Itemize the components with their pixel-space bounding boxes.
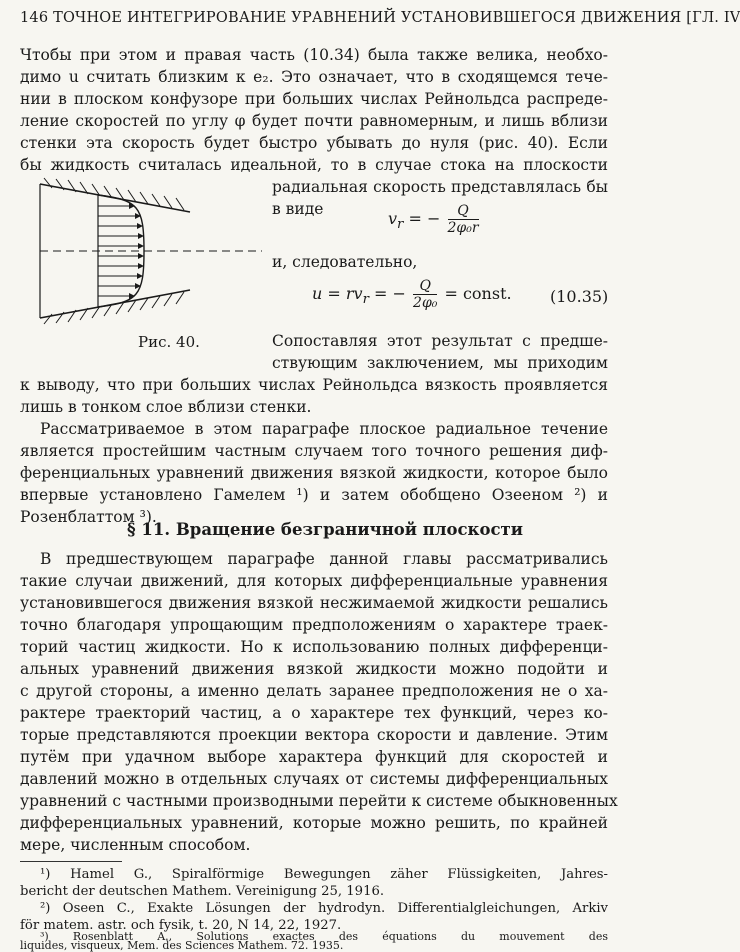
footnote: ¹) Hamel G., Spiralförmige Bewegungen zäher Flüssigkeiten, Jahres-	[40, 867, 608, 882]
chapter-ref: [ГЛ. IV	[686, 10, 740, 26]
text-line: Чтобы при этом и правая часть (10.34) была также велика, необхо-	[20, 46, 608, 64]
eq1-fraction	[448, 203, 479, 236]
equation-number: (10.35)	[550, 287, 609, 306]
text-line: лишь в тонком слое вблизи стенки.	[20, 398, 312, 416]
eq1-sub: r	[397, 217, 404, 233]
section-title: § 11. Вращение безграничной плоскости	[127, 520, 523, 539]
text-line: димо u считать близким к e₂. Это означает, что в сходящемся тече-	[20, 68, 608, 86]
text-line: является простейшим частным случаем того точного решения диф-	[20, 442, 608, 460]
equation-const	[312, 278, 512, 311]
text-line: такие случаи движений, для которых дифференциальные уравнения	[20, 572, 608, 590]
text-line: дифференциальных уравнений, которые можно решить, по крайней	[20, 814, 608, 832]
text-line: ференциальных уравнений движения вязкой жидкости, которое было	[20, 464, 608, 482]
eq2-rhs: = const.	[444, 284, 512, 303]
text-line: уравнений с частными производными перейти к системе обыкновенных	[20, 792, 618, 810]
text-line: Розенблаттом ³).	[20, 508, 157, 526]
eq1-lhs: v	[388, 209, 398, 228]
top-wall-hatching	[44, 178, 184, 210]
text-line: путём при удачном выборе характера функций для скоростей и	[20, 748, 608, 766]
text-line: к выводу, что при больших числах Рейнольдса вязкость проявляется	[20, 376, 608, 394]
text-line: точно благодаря упрощающим предположениям о характере траек-	[20, 616, 608, 634]
eq2-fraction	[413, 278, 437, 311]
eq1-eq: = −	[408, 209, 441, 228]
footnote: för matem. astr. och fysik, t. 20, N 14, 22, 1927.	[20, 918, 342, 933]
running-header	[20, 10, 740, 26]
footnote-rule	[20, 861, 122, 862]
text-line: торий частиц жидкости. Но к использованию полных дифференци-	[20, 638, 608, 656]
figure-40-diagram	[40, 176, 265, 326]
bottom-wall-hatching	[44, 292, 184, 324]
text-line: с другой стороны, а именно делать заранее предположения не о ха-	[20, 682, 608, 700]
text-line: торые представляются проекции вектора скорости и давление. Этим	[20, 726, 608, 744]
eq2-eq: = −	[374, 284, 406, 303]
text-line: Сопоставляя этот результат с предше-	[272, 332, 608, 350]
text-line: впервые установлено Гамелем ¹) и затем обобщено Озееном ²) и	[20, 486, 608, 504]
text-line: альных уравнений движения вязкой жидкости можно подойти и	[20, 660, 608, 678]
eq2-numerator: Q	[413, 278, 437, 295]
text-line: В предшествующем параграфе данной главы рассматривались	[40, 550, 608, 568]
text-line: в виде	[272, 200, 324, 218]
text-line: стенки эта скорость будет быстро убывать до нуля (рис. 40). Если	[20, 134, 608, 152]
footnote: ³) Rosenblatt A., Solutions exactes des équations du mouvement des	[40, 930, 608, 943]
figure-caption: Рис. 40.	[138, 333, 200, 351]
text-line: Рассматриваемое в этом параграфе плоское радиальное течение	[40, 420, 608, 438]
eq2-denominator: 2φ₀	[413, 295, 438, 311]
page-number: 146	[20, 10, 49, 26]
text-line: давлений можно в отдельных случаях от системы дифференциальных	[20, 770, 608, 788]
text-line: и, следовательно,	[272, 253, 418, 271]
text-line: ствующим заключением, мы приходим	[272, 354, 608, 372]
eq1-numerator: Q	[448, 203, 479, 220]
running-title: ТОЧНОЕ ИНТЕГРИРОВАНИЕ УРАВНЕНИЙ УСТАНОВИВШЕГОСЯ ДВИЖЕНИЯ	[53, 10, 682, 26]
eq1-denominator: 2φ₀r	[447, 220, 479, 236]
eq2-lhs: u = rv	[312, 284, 363, 303]
text-line: рактере траекторий частиц, а о характере тех функций, через ко-	[20, 704, 608, 722]
footnote: liquides, visqueux, Mem. des Sciences Mathem. 72. 1935.	[20, 939, 344, 952]
text-line: нии в плоском конфузоре при больших числах Рейнольдса распреде-	[20, 90, 608, 108]
text-line: радиальная скорость представлялась бы	[272, 178, 608, 196]
footnote: ²) Oseen C., Exakte Lösungen der hydrodyn. Differentialgleichungen, Arkiv	[40, 901, 608, 916]
text-line: ление скоростей по углу φ будет почти равномерным, и лишь вблизи	[20, 112, 608, 130]
text-line: бы жидкость считалась идеальной, то в случае стока на плоскости	[20, 156, 608, 174]
text-line: установившегося движения вязкой несжимаемой жидкости решались	[20, 594, 608, 612]
text-line: мере, численным способом.	[20, 836, 251, 854]
equation-velocity	[388, 203, 481, 236]
footnote: bericht der deutschen Mathem. Vereinigung 25, 1916.	[20, 884, 385, 899]
eq2-sub: r	[362, 292, 369, 308]
